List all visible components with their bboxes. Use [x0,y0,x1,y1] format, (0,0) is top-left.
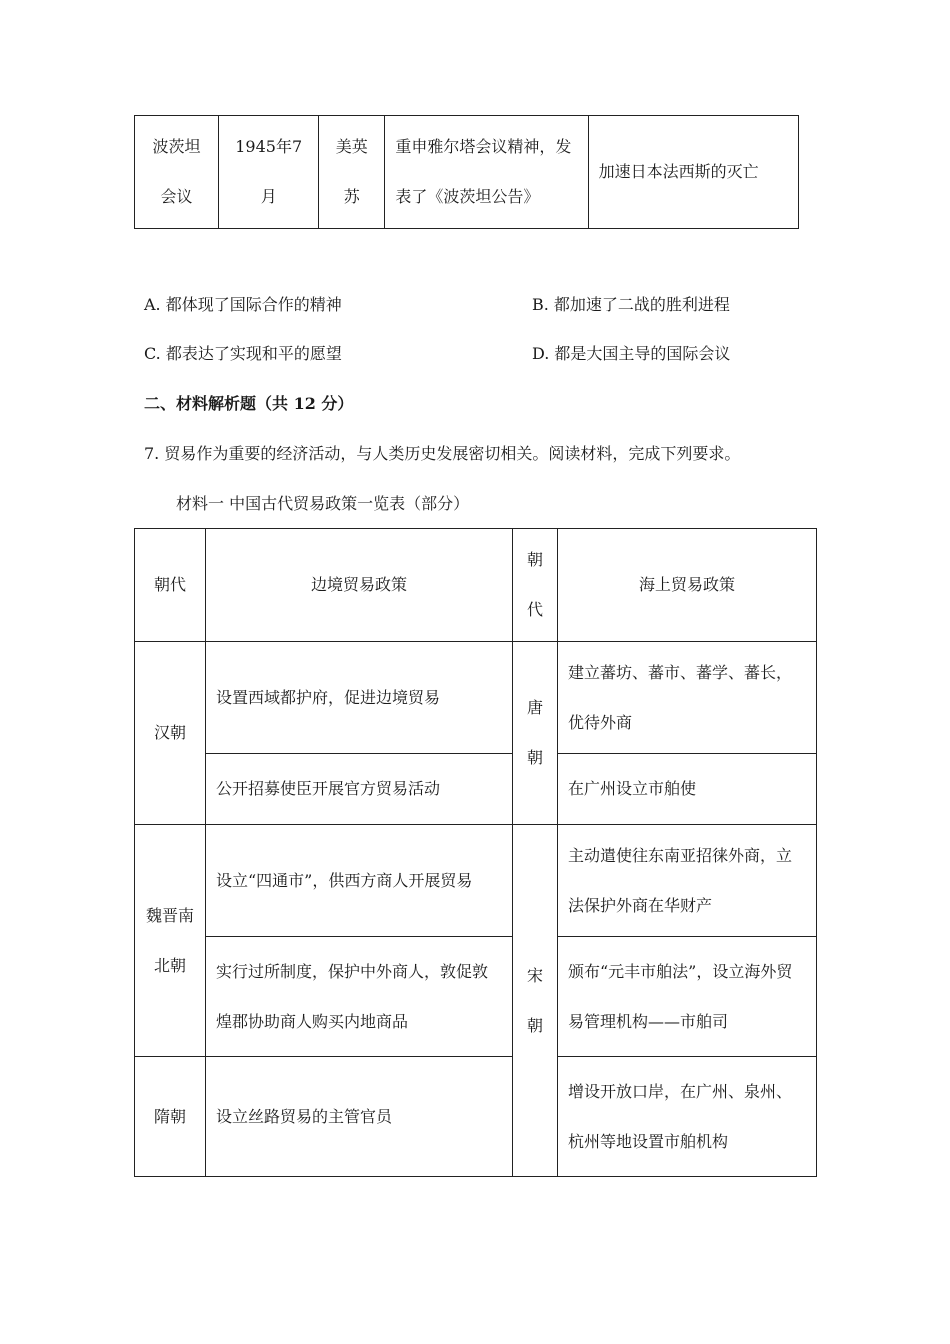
dynasty-han: 汉朝 [135,642,206,825]
wei-policy-1: 设立“四通市”，供西方商人开展贸易 [206,825,513,937]
date-cell: 1945年7月 [219,116,319,229]
sui-policy-1: 设立丝路贸易的主管官员 [206,1057,513,1177]
header-dynasty: 朝代 [135,529,206,642]
table-row [135,754,817,825]
song-policy-2: 颁布“元丰市舶法”，设立海外贸易管理机构——市舶司 [558,937,817,1057]
section-title: 二、材料解析题（共 12 分） [144,394,354,413]
option-d: D. 都是大国主导的国际会议 [532,344,731,363]
han-policy-1: 设置西域都护府，促进边境贸易 [206,642,513,754]
meeting-cell: 波茨坦会议 [135,116,219,229]
table-row [135,1057,817,1177]
dynasty-tang: 唐朝 [513,642,558,825]
song-policy-1: 主动遣使往东南亚招徕外商，立法保护外商在华财产 [558,825,817,937]
wei-policy-2: 实行过所制度，保护中外商人，敦促敦煌郡协助商人购买内地商品 [206,937,513,1057]
content-cell: 重申雅尔塔会议精神，发表了《波茨坦公告》 [385,116,588,229]
material-caption: 材料一 中国古代贸易政策一览表（部分） [176,494,470,513]
table-row [135,937,817,1057]
effect-cell: 加速日本法西斯的灭亡 [588,116,798,229]
option-c: C. 都表达了实现和平的愿望 [144,344,342,363]
option-a: A. 都体现了国际合作的精神 [144,295,342,314]
song-policy-3: 增设开放口岸，在广州、泉州、杭州等地设置市舶机构 [558,1057,817,1177]
tang-policy-2: 在广州设立市舶使 [558,754,817,825]
trade-policy-table [134,528,817,1177]
option-b: B. 都加速了二战的胜利进程 [532,295,730,314]
dynasty-wei-jin: 魏晋南北朝 [135,825,206,1057]
conference-table [134,115,799,229]
table-row [135,529,817,642]
header-sea-policy: 海上贸易政策 [558,529,817,642]
question-7: 7. 贸易作为重要的经济活动，与人类历史发展密切相关。阅读材料，完成下列要求。 [144,444,741,463]
header-border-policy: 边境贸易政策 [206,529,513,642]
countries-cell: 美英苏 [319,116,385,229]
dynasty-sui: 隋朝 [135,1057,206,1177]
tang-policy-1: 建立蕃坊、蕃市、蕃学、蕃长，优待外商 [558,642,817,754]
table-row [135,642,817,754]
han-policy-2: 公开招募使臣开展官方贸易活动 [206,754,513,825]
header-dynasty-2: 朝代 [513,529,558,642]
dynasty-song: 宋朝 [513,825,558,1177]
table-row [135,825,817,937]
table-row [135,116,799,229]
